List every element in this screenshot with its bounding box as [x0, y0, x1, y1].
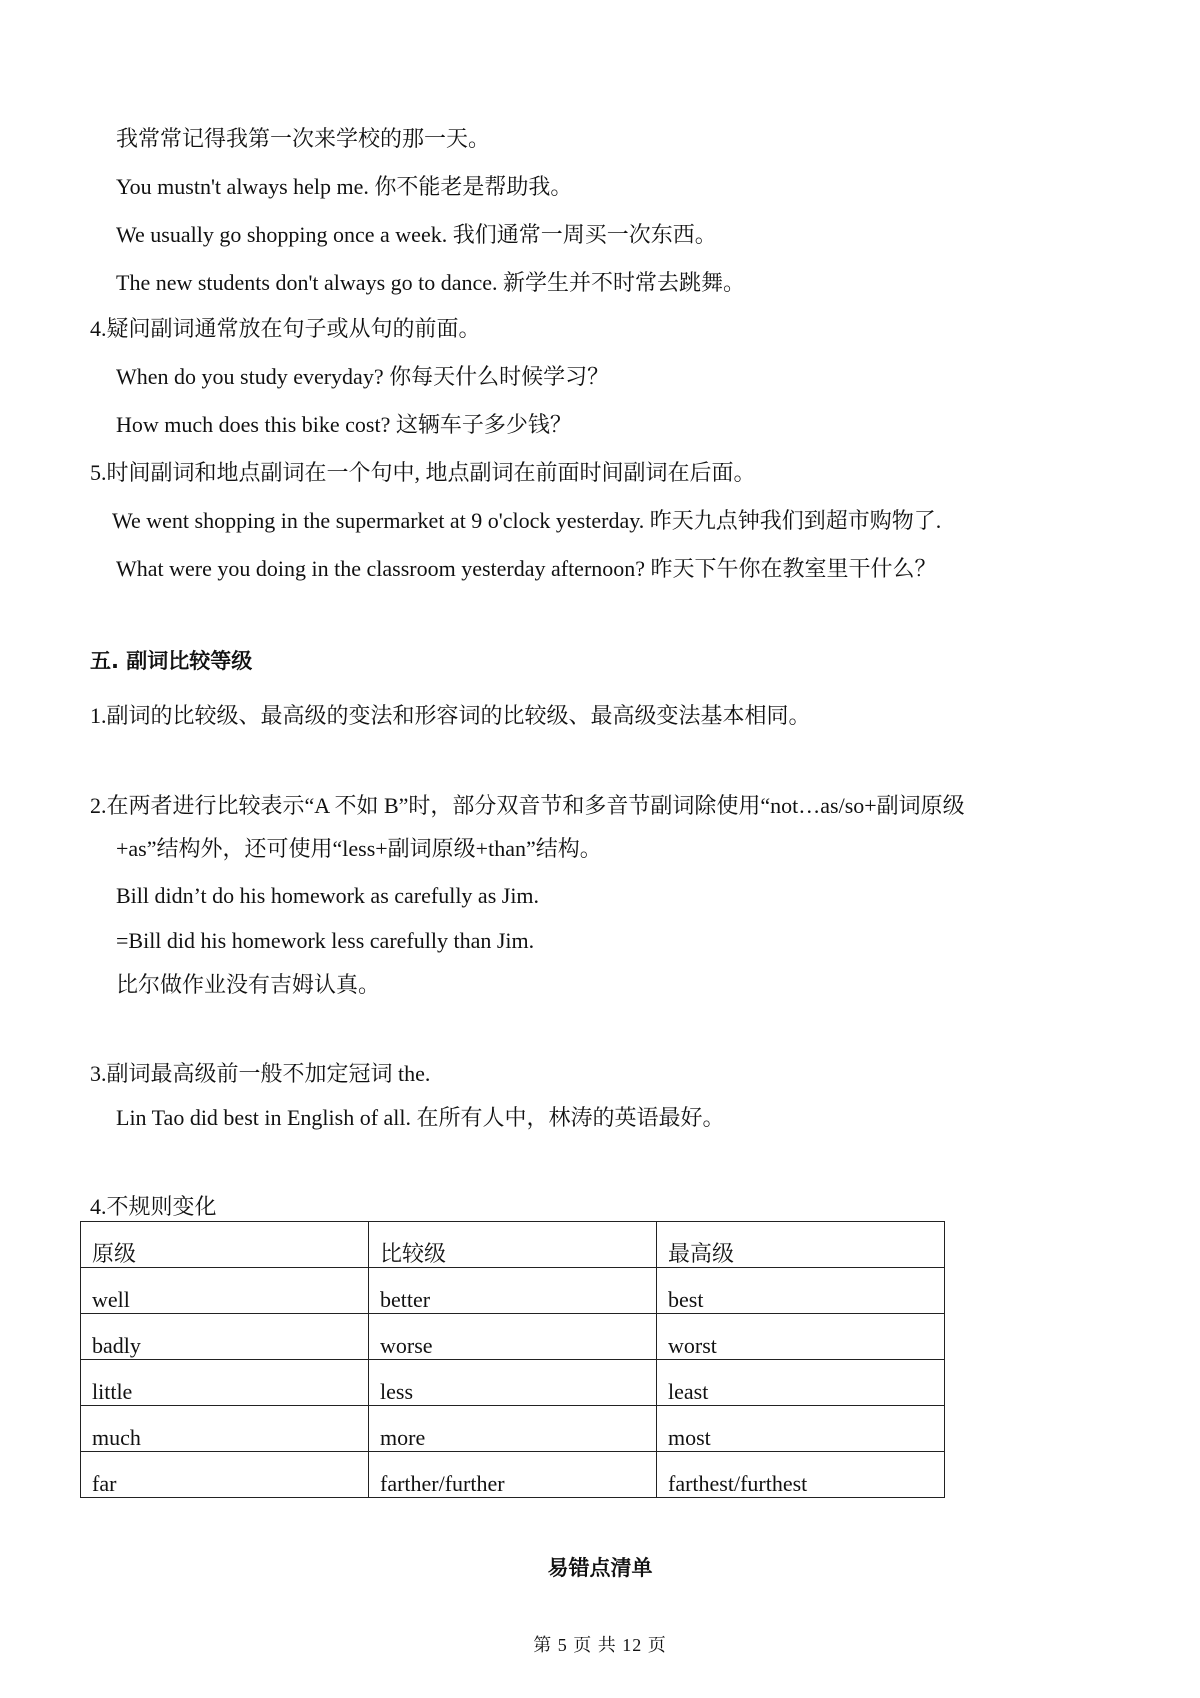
rule-1: 1.副词的比较级、最高级的变法和形容词的比较级、最高级变法基本相同。	[90, 703, 811, 728]
table-cell: little	[81, 1360, 369, 1406]
header-positive: 原级	[81, 1222, 369, 1268]
table-cell: better	[369, 1268, 657, 1314]
rule-2-line-1: 2.在两者进行比较表示“A 不如 B”时，部分双音节和多音节副词除使用“not…as/so+副词原级	[90, 793, 965, 818]
table-header-row	[81, 1222, 945, 1268]
rule-2-example-3: 比尔做作业没有吉姆认真。	[116, 972, 381, 997]
point-5-example-1: We went shopping in the supermarket at 9 o'clock yesterday. 昨天九点钟我们到超市购物了.	[112, 508, 942, 533]
example-line-2: You mustn't always help me. 你不能老是帮助我。	[116, 174, 573, 199]
table-cell: far	[81, 1452, 369, 1498]
table-row	[81, 1406, 945, 1452]
table-cell: least	[657, 1360, 945, 1406]
example-line-4: The new students don't always go to dance. 新学生并不时常去跳舞。	[116, 270, 746, 295]
example-line-1: 我常常记得我第一次来学校的那一天。	[116, 126, 491, 151]
table-cell: more	[369, 1406, 657, 1452]
table-cell: badly	[81, 1314, 369, 1360]
point-5-example-2: What were you doing in the classroom yesterday afternoon? 昨天下午你在教室里干什么？	[116, 556, 937, 581]
table-row	[81, 1452, 945, 1498]
rule-3: 3.副词最高级前一般不加定冠词 the.	[90, 1061, 431, 1086]
table-cell: worse	[369, 1314, 657, 1360]
section-heading: 五. 副词比较等级	[90, 649, 253, 673]
point-4-title: 4.疑问副词通常放在句子或从句的前面。	[90, 316, 481, 341]
table-cell: best	[657, 1268, 945, 1314]
table-cell: farther/further	[369, 1452, 657, 1498]
rule-2-example-1: Bill didn’t do his homework as carefully as Jim.	[116, 883, 540, 908]
rule-2-line-2: +as”结构外，还可使用“less+副词原级+than”结构。	[116, 836, 602, 861]
mistakes-list-title: 易错点清单	[547, 1556, 653, 1580]
table-cell: much	[81, 1406, 369, 1452]
page-footer: 第 5 页 共 12 页	[533, 1635, 667, 1655]
rule-2-example-2: =Bill did his homework less carefully than Jim.	[116, 928, 535, 953]
rule-3-example: Lin Tao did best in English of all. 在所有人中，林涛的英语最好。	[116, 1105, 725, 1130]
header-comparative: 比较级	[369, 1222, 657, 1268]
table-cell: less	[369, 1360, 657, 1406]
table-cell: most	[657, 1406, 945, 1452]
table-row	[81, 1360, 945, 1406]
rule-4: 4.不规则变化	[90, 1194, 217, 1219]
table-cell: well	[81, 1268, 369, 1314]
irregular-forms-table	[80, 1221, 945, 1498]
table-cell: worst	[657, 1314, 945, 1360]
point-4-example-1: When do you study everyday? 你每天什么时候学习？	[116, 364, 610, 389]
example-line-3: We usually go shopping once a week. 我们通常一周买一次东西。	[116, 222, 717, 247]
table-row	[81, 1268, 945, 1314]
table-row	[81, 1314, 945, 1360]
point-5-title: 5.时间副词和地点副词在一个句中, 地点副词在前面时间副词在后面。	[90, 460, 756, 485]
point-4-example-2: How much does this bike cost? 这辆车子多少钱？	[116, 412, 572, 437]
table-cell: farthest/furthest	[657, 1452, 945, 1498]
header-superlative: 最高级	[657, 1222, 945, 1268]
